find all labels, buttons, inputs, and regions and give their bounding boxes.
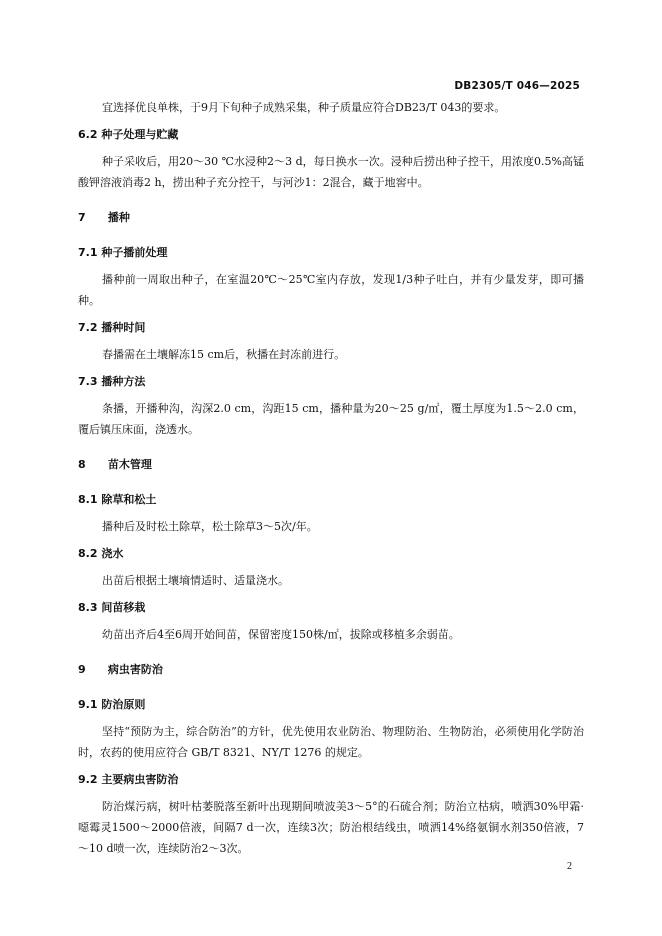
section-7-1-heading [78, 242, 584, 263]
section-8-heading [78, 454, 584, 475]
page-number: 2 [567, 861, 572, 872]
section-7-2-heading [78, 317, 584, 338]
section-title: 除草和松土 [101, 493, 157, 506]
paragraph-sowing-time: 春播需在土壤解冻15 cm后，秋播在封冻前进行。 [102, 348, 346, 361]
paragraph-control-principles: 坚持“预防为主，综合防治”的方针，优先使用农业防治、物理防治、生物防治，必须使用化学防治时，农药的使用应符合 GB/T 8321、NY/T 1276 的规定。 [78, 725, 584, 759]
paragraph-seed-treatment: 种子采收后，用20～30 ℃水浸种2～3 d，每日换水一次。浸种后捞出种子控干，用浓度0.5%高锰酸钾溶液消毒2 h，捞出种子充分控干，与河沙1：2混合，藏于地窖中。 [78, 155, 584, 189]
section-number: 8.2 [78, 547, 98, 560]
section-9-2-heading [78, 769, 584, 790]
section-number: 6.2 [78, 128, 98, 141]
section-9-1-heading [78, 694, 584, 715]
section-title: 播种 [107, 211, 130, 224]
section-number: 7.3 [78, 375, 98, 388]
section-title: 浇水 [101, 547, 124, 560]
section-title: 间苗移栽 [101, 601, 146, 614]
section-number: 9 [78, 663, 86, 676]
paragraph-seed-collection: 宜选择优良单株，于9月下旬种子成熟采集，种子质量应符合DB23/T 043的要求。 [102, 101, 506, 114]
paragraph-pest-control: 防治煤污病，树叶枯萎脱落至新叶出现期间喷波美3～5°的石硫合剂；防治立枯病，喷洒30%甲霜·噁霉灵1500～2000倍液，间隔7 d一次，连续3次；防治根结线虫，喷洒14%络氨铜水剂350倍液，7～10 d喷一次，连续防治2～3次。 [78, 800, 584, 855]
section-title: 种子处理与贮藏 [101, 128, 179, 141]
section-title: 防治原则 [101, 698, 146, 711]
section-8-2-heading [78, 543, 584, 564]
section-7-3-heading [78, 371, 584, 392]
section-title: 种子播前处理 [101, 246, 168, 259]
section-number: 7 [78, 211, 86, 224]
section-number: 7.1 [78, 246, 98, 259]
section-number: 9.2 [78, 773, 98, 786]
paragraph-sowing-method: 条播，开播种沟，沟深2.0 cm，沟距15 cm，播种量为20～25 g/㎡，覆土厚度为1.5～2.0 cm，覆后镇压床面，浇透水。 [78, 402, 584, 436]
paragraph-pre-sowing: 播种前一周取出种子，在室温20℃～25℃室内存放，发现1/3种子吐白，并有少量发芽，即可播种。 [78, 273, 584, 307]
section-8-1-heading [78, 489, 584, 510]
section-title: 播种方法 [101, 375, 146, 388]
section-title: 主要病虫害防治 [101, 773, 179, 786]
section-number: 8 [78, 458, 86, 471]
section-number: 9.1 [78, 698, 98, 711]
section-title: 苗木管理 [107, 458, 152, 471]
paragraph-weeding: 播种后及时松土除草，松土除草3～5次/年。 [102, 520, 318, 533]
section-8-3-heading [78, 597, 584, 618]
section-title: 播种时间 [101, 321, 146, 334]
paragraph-thinning: 幼苗出齐后4至6周开始间苗，保留密度150株/㎡，拔除或移植多余弱苗。 [102, 628, 460, 641]
section-title: 病虫害防治 [107, 663, 163, 676]
section-number: 8.3 [78, 601, 98, 614]
paragraph-watering: 出苗后根据土壤墒情适时、适量浇水。 [102, 574, 289, 587]
section-number: 7.2 [78, 321, 98, 334]
section-7-heading [78, 207, 584, 228]
section-number: 8.1 [78, 493, 98, 506]
document-code: DB2305/T 046—2025 [454, 80, 580, 92]
document-body [78, 97, 584, 859]
section-9-heading [78, 659, 584, 680]
section-6-2-heading [78, 124, 584, 145]
